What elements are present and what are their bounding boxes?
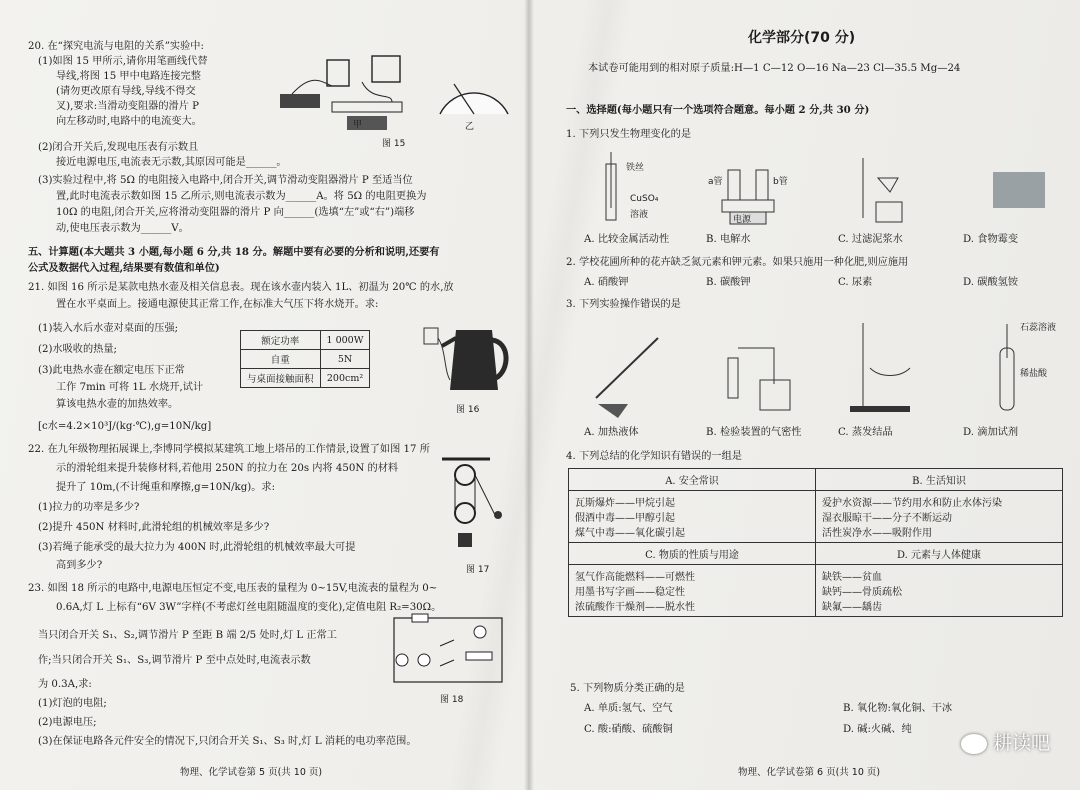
q21-part3-line: 工作 7min 可将 1L 水烧开,试计 [56, 382, 204, 393]
figure-17-caption: 图 17 [466, 565, 490, 575]
q23-part1: (1)灯泡的电阻; [38, 698, 107, 709]
q3-option-b: B. 检验装置的气密性 [706, 427, 802, 438]
q21-part3: (3)此电热水壶在额定电压下正常 [38, 365, 185, 376]
spec-value: 200cm² [320, 369, 370, 388]
q1-label-b-tube: b管 [773, 177, 788, 187]
figure-15-jia: 甲 [353, 120, 363, 130]
q20-part1: (1)如图 15 甲所示,请你用笔画线代替 [38, 56, 208, 67]
q1-option-b: B. 电解水 [706, 234, 751, 245]
q5-option-a: A. 单质:氢气、空气 [584, 703, 673, 714]
left-page-footer: 物理、化学试卷第 5 页(共 10 页) [180, 767, 323, 778]
watermark-text: 耕读吧 [992, 732, 1050, 754]
figure-15-caption: 图 15 [382, 139, 406, 149]
wechat-icon [961, 734, 987, 754]
section-choice-title: 一、选择题(每小题只有一个选项符合题意。每小题 2 分,共 30 分) [566, 104, 870, 116]
q3-label-litmus: 石蕊溶液 [1020, 323, 1057, 333]
q4-a-line: 假酒中毒——甲醇引起 [575, 513, 675, 524]
q22-part3: (3)若绳子能承受的最大拉力为 400N 时,此滑轮组的机械效率最大可提 [38, 542, 356, 553]
page-fold [524, 0, 534, 790]
figure-18-caption: 图 18 [440, 695, 464, 705]
q4-b-line: 湿衣服晾干——分子不断运动 [822, 513, 952, 524]
section-calc-title-2: 公式及数据代入过程,结果要有数值和单位) [28, 262, 220, 274]
figure-18-circuit [388, 610, 508, 688]
q20-part1-line: 叉),要求:当滑动变阻器的滑片 P [56, 101, 199, 112]
q23-stem-4: 作;当只闭合开关 S₁、S₃,调节滑片 P 至中点处时,电流表示数 [38, 655, 311, 666]
q4-a-line: 瓦斯爆炸——甲烷引起 [575, 498, 675, 509]
q2-option-b: B. 碳酸钾 [706, 277, 751, 288]
q1-option-a: A. 比较金属活动性 [584, 234, 670, 245]
q20-part1-line: 向左移动时,电路中的电流变大。 [56, 116, 202, 127]
q20-stem: 20. 在“探究电流与电阻的关系”实验中: [28, 41, 204, 52]
chemistry-title: 化学部分(70 分) [748, 30, 856, 46]
q4-stem: 4. 下列总结的化学知识有错误的一组是 [566, 451, 742, 462]
kettle-spec-table [240, 330, 370, 388]
q5-option-c: C. 酸:硝酸、硫酸铜 [584, 724, 673, 735]
q4-knowledge-table [568, 468, 1063, 617]
spec-label: 与桌面接触面积 [241, 369, 321, 388]
q2-option-a: A. 硝酸钾 [584, 277, 629, 288]
q20-part1-line: 导线,将图 15 甲中电路连接完整 [56, 71, 201, 82]
q21-part3-line: 算该电热水壶的加热效率。 [56, 399, 179, 410]
q4-c-line: 氢气作高能燃料——可燃性 [575, 572, 695, 583]
q21-part2: (2)水吸收的热量; [38, 344, 117, 355]
q4-cell-a [569, 491, 816, 543]
q2-option-c: C. 尿素 [838, 277, 873, 288]
q22-part3-line: 高到多少? [56, 560, 103, 571]
q5-option-d: D. 碱:火碱、纯 [843, 724, 912, 735]
q23-stem: 23. 如图 18 所示的电路中,电源电压恒定不变,电压表的量程为 0~15V,电流表的量程为 0~ [28, 583, 438, 594]
q23-stem-5: 为 0.3A,求: [38, 679, 92, 690]
figure-16-kettle [420, 320, 510, 398]
q4-head-d: D. 元素与人体健康 [816, 543, 1063, 565]
q20-part3-line: 置,此时电流表示数如图 15 乙所示,则电流表示数为______A。将 5Ω 的电阻更换为 [56, 191, 427, 202]
watermark [961, 728, 1050, 755]
q3-stem: 3. 下列实验操作错误的是 [566, 299, 681, 310]
q22-stem-2: 示的滑轮组来提升装修材料,若他用 250N 的拉力在 20s 内将 450N 的材料 [56, 463, 399, 474]
q1-apparatus [588, 148, 1058, 228]
atomic-masses: 本试卷可能用到的相对原子质量:H—1 C—12 O—16 Na—23 Cl—35.5 Mg—24 [588, 63, 961, 74]
section-calc-title: 五、计算题(本大题共 3 小题,每小题 6 分,共 18 分。解题中要有必要的分析和说明,还要有 [28, 246, 440, 258]
q1-label-cuso4: CuSO₄ [630, 194, 659, 204]
q5-stem: 5. 下列物质分类正确的是 [570, 683, 685, 694]
q4-b-line: 活性炭净水——吸附作用 [822, 528, 932, 539]
figure-15-yi: 乙 [465, 122, 475, 132]
q1-option-d: D. 食物霉变 [963, 234, 1019, 245]
q1-label-solution: 溶液 [630, 210, 649, 220]
q3-option-c: C. 蒸发结晶 [838, 427, 893, 438]
left-page [10, 0, 515, 790]
q1-label-tiesi: 铁丝 [626, 163, 645, 173]
spec-value: 1 000W [320, 331, 370, 350]
q4-cell-c [569, 565, 816, 617]
q21-stem-2: 置在水平桌面上。接通电源使其正常工作,在标准大气压下将水烧开。求: [56, 299, 379, 310]
spec-value: 5N [320, 350, 370, 369]
q20-part3-line: 动,使电压表示数为______V。 [56, 223, 189, 234]
q5-option-b: B. 氧化物:氧化铜、干冰 [843, 703, 953, 714]
spec-label: 额定功率 [241, 331, 321, 350]
q22-stem: 22. 在九年级物理拓展课上,李博同学模拟某建筑工地上塔吊的工作情景,设置了如图 17 所 [28, 444, 430, 455]
q22-part2: (2)提升 450N 材料时,此滑轮组的机械效率是多少? [38, 522, 270, 533]
q23-part3: (3)在保证电路各元件安全的情况下,只闭合开关 S₁、S₃ 时,灯 L 消耗的电功率范围。 [38, 736, 417, 747]
q4-head-a: A. 安全常识 [569, 469, 816, 491]
q21-part1: (1)装入水后水壶对桌面的压强; [38, 323, 179, 334]
q23-stem-3: 当只闭合开关 S₁、S₂,调节滑片 P 至距 B 端 2/5 处时,灯 L 正常工 [38, 630, 337, 641]
q21-stem: 21. 如图 16 所示是某款电热水壶及相关信息表。现在该水壶内装入 1L、初温为 20℃ 的水,放 [28, 282, 454, 293]
q3-label-hcl: 稀盐酸 [1020, 369, 1048, 379]
q4-d-line: 缺氟——龋齿 [822, 602, 882, 613]
q4-c-line: 用墨书写字画——稳定性 [575, 587, 685, 598]
q20-part2-line: 接近电源电压,电流表无示数,其原因可能是______。 [56, 157, 287, 168]
q4-b-line: 爱护水资源——节约用水和防止水体污染 [822, 498, 1002, 509]
q4-head-b: B. 生活知识 [816, 469, 1063, 491]
q1-option-c: C. 过滤泥浆水 [838, 234, 903, 245]
q2-stem: 2. 学校花圃所种的花卉缺乏氮元素和钾元素。如果只施用一种化肥,则应施用 [566, 257, 909, 268]
q2-option-d: D. 碳酸氢铵 [963, 277, 1019, 288]
q1-label-a-tube: a管 [708, 177, 723, 187]
q4-d-line: 缺钙——骨质疏松 [822, 587, 902, 598]
q1-stem: 1. 下列只发生物理变化的是 [566, 129, 692, 140]
q3-option-d: D. 滴加试剂 [963, 427, 1019, 438]
q4-head-c: C. 物质的性质与用途 [569, 543, 816, 565]
q4-a-line: 煤气中毒——氧化碳引起 [575, 528, 685, 539]
q4-d-line: 缺铁——贫血 [822, 572, 882, 583]
q20-part3-line: 10Ω 的电阻,闭合开关,应将滑动变阻器的滑片 P 向______(选填“左”或“右”)端移 [56, 207, 415, 218]
figure-17-pulley [440, 455, 510, 555]
q4-cell-d [816, 565, 1063, 617]
right-page [548, 0, 1073, 790]
right-page-footer: 物理、化学试卷第 6 页(共 10 页) [738, 767, 881, 778]
figure-15-circuit [272, 42, 512, 142]
q22-stem-3: 提升了 10m,(不计绳重和摩擦,g=10N/kg)。求: [56, 482, 276, 493]
q23-part2: (2)电源电压; [38, 717, 97, 728]
q4-c-line: 浓硫酸作干燥剂——脱水性 [575, 602, 695, 613]
q20-part1-line: (请勿更改原有导线,导线不得交 [56, 86, 196, 97]
q22-part1: (1)拉力的功率是多少? [38, 502, 140, 513]
q20-part2: (2)闭合开关后,发现电压表有示数且 [38, 142, 199, 153]
q4-cell-b [816, 491, 1063, 543]
q20-part3: (3)实验过程中,将 5Ω 的电阻接入电路中,闭合开关,调节滑动变阻器滑片 P 至适当位 [38, 175, 413, 186]
q23-stem-2: 0.6A,灯 L 上标有“6V 3W”字样(不考虑灯丝电阻随温度的变化),定值电阻 R₂=30Ω。 [56, 602, 442, 613]
q3-option-a: A. 加热液体 [584, 427, 639, 438]
spec-label: 自重 [241, 350, 321, 369]
q3-apparatus [588, 318, 1058, 418]
q1-label-power: 电源 [733, 215, 752, 225]
q21-constants: [c水=4.2×10³J/(kg·℃),g=10N/kg] [38, 421, 212, 432]
figure-16-caption: 图 16 [456, 405, 480, 415]
